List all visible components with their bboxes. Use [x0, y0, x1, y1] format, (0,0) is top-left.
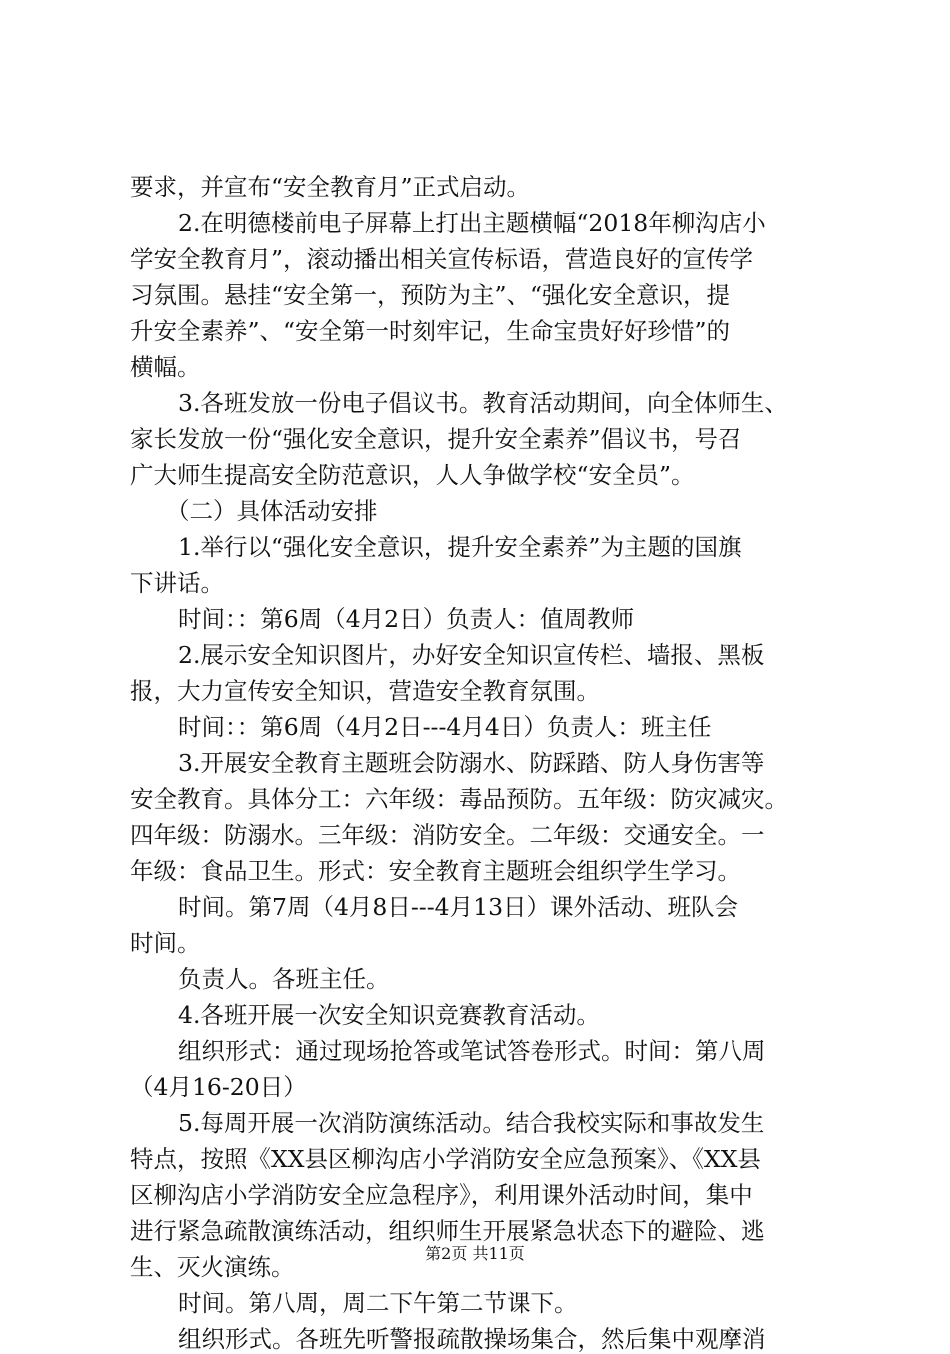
text-line: 组织形式：通过现场抢答或笔试答卷形式。时间：第八周 — [178, 1037, 766, 1065]
text-line: 3.开展安全教育主题班会防溺水、防踩踏、防人身伤害等 — [178, 749, 765, 777]
text-line: 升安全素养”、“安全第一时刻牢记，生命宝贵好好珍惜”的 — [130, 317, 731, 345]
text-line: 2.在明德楼前电子屏幕上打出主题横幅“2018年柳沟店小 — [178, 209, 766, 237]
text-line: 下讲话。 — [130, 569, 224, 597]
text-line: 习氛围。悬挂“安全第一，预防为主”、“强化安全意识，提 — [130, 281, 731, 309]
text-line: 进行紧急疏散演练活动，组织师生开展紧急状态下的避险、逃 — [130, 1217, 765, 1245]
text-line: 4.各班开展一次安全知识竞赛教育活动。 — [178, 1001, 600, 1029]
text-line: 2.展示安全知识图片，办好安全知识宣传栏、墙报、黑板 — [178, 641, 765, 669]
text-line: 广大师生提高安全防范意识，人人争做学校“安全员”。 — [130, 461, 695, 489]
text-line: 1.举行以“强化安全意识，提升安全素养”为主题的国旗 — [178, 533, 742, 561]
text-line: 四年级：防溺水。三年级：消防安全。二年级：交通安全。一 — [130, 821, 765, 849]
text-line: 时间：：第6周（4月2日）负责人：值周教师 — [178, 605, 635, 633]
text-line: 负责人。各班主任。 — [178, 965, 390, 993]
section-heading: （二）具体活动安排 — [166, 497, 378, 525]
text-line: 年级：食品卫生。形式：安全教育主题班会组织学生学习。 — [130, 857, 741, 885]
text-line: 3.各班发放一份电子倡议书。教育活动期间，向全体师生、 — [178, 389, 788, 417]
text-line: 生、灭火演练。 — [130, 1253, 295, 1281]
text-line: 报，大力宣传安全知识，营造安全教育氛围。 — [130, 677, 600, 705]
text-line: 区柳沟店小学消防安全应急程序》，利用课外活动时间，集中 — [130, 1181, 753, 1209]
text-line: 5.每周开展一次消防演练活动。结合我校实际和事故发生 — [178, 1109, 765, 1137]
text-line: （4月16-20日） — [130, 1073, 307, 1101]
text-line: 安全教育。具体分工：六年级：毒品预防。五年级：防灾减灾。 — [130, 785, 788, 813]
text-line: 时间。第八周，周二下午第二节课下。 — [178, 1289, 578, 1317]
text-line: 学安全教育月”，滚动播出相关宣传标语，营造良好的宣传学 — [130, 245, 754, 273]
text-line: 要求，并宣布“安全教育月”正式启动。 — [130, 173, 531, 201]
text-line: 家长发放一份“强化安全意识，提升安全素养”倡议书，号召 — [130, 425, 742, 453]
text-line: 时间。第7周（4月8日---4月13日）课外活动、班队会 — [178, 893, 739, 921]
text-line: 横幅。 — [130, 353, 201, 381]
text-line: 特点，按照《XX县区柳沟店小学消防安全应急预案》、《XX县 — [130, 1145, 761, 1173]
text-line: 组织形式。各班先听警报疏散操场集合，然后集中观摩消 — [178, 1325, 766, 1353]
text-line: 时间：：第6周（4月2日---4月4日）负责人：班主任 — [178, 713, 712, 741]
page-number-footer: 第2页 共11页 — [425, 1244, 525, 1263]
text-line: 时间。 — [130, 929, 201, 957]
